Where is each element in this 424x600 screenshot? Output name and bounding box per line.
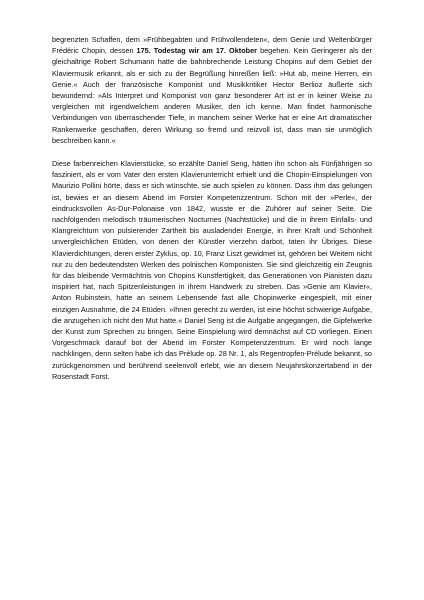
paragraph-chopin-intro (52, 34, 372, 146)
paragraph-text: begrenzten Schaffen, dem »Frühbegabten und Frühvollendeten«, dem Genie und Weltenbürger Frédéric Chopin, dessen (52, 35, 372, 56)
anniversary-highlight: 175. Todestag wir am 17. Oktober (136, 46, 258, 56)
paragraph-text: Diese farbenreichen Klavierstücke, so erzählte Daniel Seng, hätten ihn schon als Fünfjährigen so fasziniert, als er vom Vater den ersten Klavierunterricht erhielt und die Chopin-Einspielungen von Maurizio Pollini hörte, dass er sich wünschte, sie auch spielen zu können. Dass ihm das gelungen ist, bewies er an diesem Abend im Forster Kompetenzzentrum. Schon mit der »Perle«, der eindrucksvollen As-Dur-Polonaise von 1842, wusste er die Zuhörer auf seiner Seite. Die nachfolgenden melodisch träumerischen Nocturnes (Nachtstücke) und die in ihrem Einfalls- und Klangreichtum von pulsierender Zartheit bis ausladender Energie, in ihrer Kraft und Schönheit unvergleichlichen Etüden, von denen der Künstler vierzehn darbot, taten ihr Übriges. Diese Klavierdichtungen, deren erster Zyklus, op. 10, Franz Liszt gewidmet ist, gehören bei Weitem nicht nur zu den bedeutendsten Werken des polnischen Komponisten. Sie sind gleichzeitig ein Zeugnis für das bleibende Vermächtnis von Chopins Kunstfertigkeit, das Generationen von Pianisten dazu inspiriert hat, nach Spitzenleistungen in ihrem Handwerk zu streben. Das »Genie am Klavier«, Anton Rubinstein, hatte an seinem Lebensende fast alle Chopinwerke eingespielt, mit einer einzigen Ausnahme, die 24 Etüden. »Ihnen gerecht zu werden, ist eine höchst schwierige Aufgabe, die anzugehen ich nicht den Mut hatte.« Daniel Seng ist die Aufgabe angegangen, die Gipfelwerke der Kunst zum Sprechen zu bringen. Seine Einspielung wird demnächst auf CD vorliegen. Einen Vorgeschmack darauf bot der Abend im Forster Kompetenzzentrum. Er wird noch lange nachklingen, denn selten habe ich das Prélude op. 28 Nr. 1, als Regentropfen-Prélude bekannt, so zurückgenommen und berührend seelenvoll erlebt, wie an diesem Neujahrskonzertabend in der Rosenstadt Forst. (52, 159, 372, 381)
paragraph-daniel-seng (52, 158, 372, 382)
paragraph-text: begehen. Kein Geringerer als der gleichaltrige Robert Schumann hatte die bahnbrechende Leistung Chopins auf dem Gebiet der Klaviermusik erkannt, als er sich zu der Begrüßung hinreißen ließ: »Hut ab, meine Herren, ein Genie.« Auch der französische Komponist und Musikkritiker Hector Berlioz äußerte sich bewundernd: »Als Interpret und Komponist von ganz besonderer Art ist er in keiner Weise zu vergleichen mit irgendwelchem anderen Musiker, den ich kenne. Man findet harmonische Verbindungen von überraschender Tiefe, in manchem seiner Werke hat er eine Art dramatischer Rankenwerke geschaffen, deren Wirkung so fremd und reizvoll ist, dass man sie unmöglich beschreiben kann.« (52, 46, 372, 145)
